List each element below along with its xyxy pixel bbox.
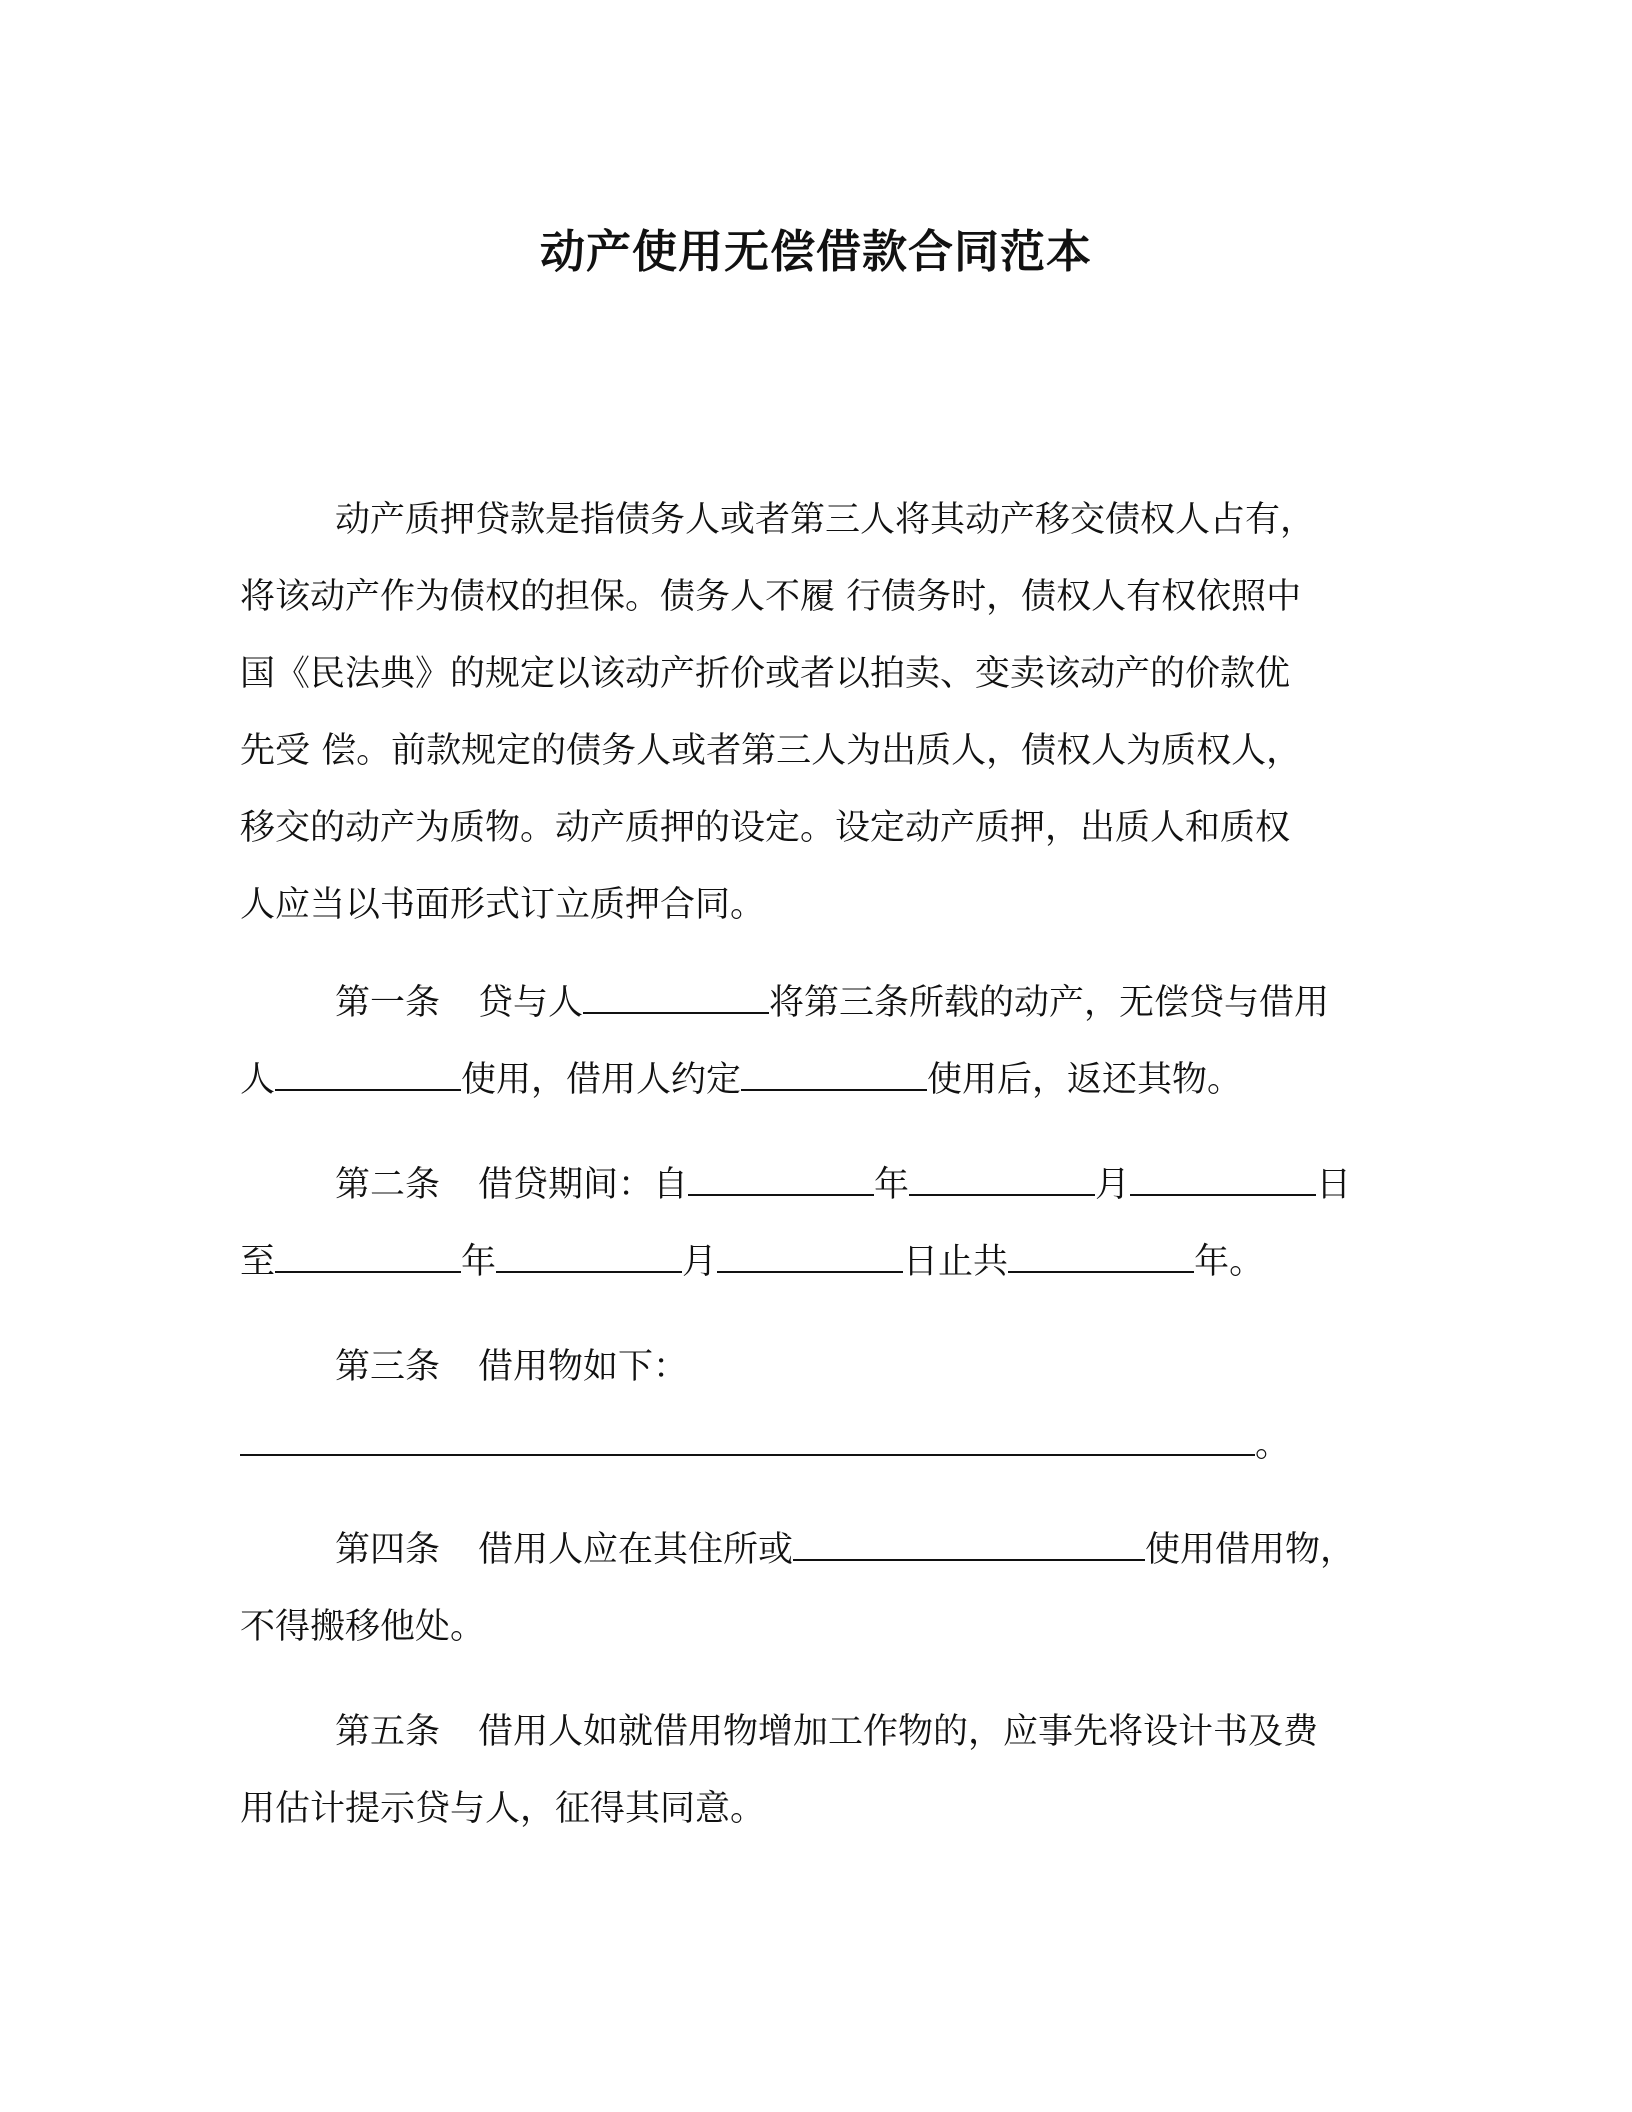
article-4 [240,1512,1400,1666]
article-text: 月 [1095,1165,1131,1205]
article-5 [240,1694,1400,1848]
intro-line: 将该动产作为债权的担保。债务人不履 行债务时，债权人有权依照中 [240,577,1302,617]
article-text: 将第三条所载的动产，无偿贷与借用 [769,983,1330,1023]
article-5-line-1 [240,1694,1400,1771]
article-2 [240,1147,1400,1301]
fill-blank [793,1531,1145,1561]
article-label: 第四条 [335,1530,441,1570]
fill-blank [909,1166,1095,1196]
fill-blank [240,1426,1255,1456]
article-label: 第二条 [335,1165,441,1205]
article-text: 日止共 [903,1242,1009,1282]
intro-line: 先受 偿。前款规定的债务人或者第三人为出质人，债权人为质权人， [240,731,1302,771]
fill-blank [1008,1243,1194,1273]
intro-line: 移交的动产为质物。动产质押的设定。设定动产质押，出质人和质权 [240,808,1291,848]
article-text: 使用，借用人约定 [461,1060,742,1100]
fill-blank [1130,1166,1316,1196]
article-4-line-2 [240,1589,1400,1666]
article-text: 日 [1316,1165,1352,1205]
article-text: 。 [1255,1425,1291,1465]
article-text: 年。 [1194,1242,1265,1282]
article-5-line-2 [240,1771,1400,1848]
article-1 [240,965,1400,1119]
intro-line: 人应当以书面形式订立质押合同。 [240,885,766,925]
article-text: 贷与人 [478,983,584,1023]
intro-line: 动产质押贷款是指债务人或者第三人将其动产移交债权人占有， [335,500,1316,540]
article-text: 使用借用物， [1145,1530,1356,1570]
article-text: 借用人如就借用物增加工作物的，应事先将设计书及费 [478,1712,1319,1752]
article-1-line-1 [240,965,1400,1042]
article-text: 年 [874,1165,910,1205]
article-text: 不得搬移他处。 [240,1607,486,1647]
article-label: 第一条 [335,983,441,1023]
article-text: 借用人应在其住所或 [478,1530,794,1570]
article-text: 至 [240,1242,276,1282]
fill-blank [717,1243,903,1273]
intro-line: 国《民法典》的规定以该动产折价或者以拍卖、变卖该动产的价款优 [240,654,1291,694]
article-4-line-1 [240,1512,1400,1589]
article-text: 用估计提示贷与人，征得其同意。 [240,1789,766,1829]
document-title: 动产使用无偿借款合同范本 [539,225,1092,278]
article-2-line-2 [240,1224,1400,1301]
article-text: 月 [682,1242,718,1282]
article-text: 借用物如下： [478,1347,689,1387]
article-label: 第三条 [335,1347,441,1387]
fill-blank [275,1061,461,1091]
fill-blank [688,1166,874,1196]
intro-paragraph [240,482,1400,944]
article-3-line-2 [240,1407,1400,1484]
article-text: 借贷期间：自 [478,1165,689,1205]
fill-blank [496,1243,682,1273]
article-2-line-1 [240,1147,1400,1224]
article-3-line-1 [240,1329,1400,1406]
article-text: 使用后，返还其物。 [927,1060,1243,1100]
article-label: 第五条 [335,1712,441,1752]
article-text: 年 [461,1242,497,1282]
article-1-line-2 [240,1042,1400,1119]
article-3 [240,1329,1400,1484]
article-text: 人 [240,1060,276,1100]
fill-blank [275,1243,461,1273]
fill-blank [583,984,769,1014]
fill-blank [741,1061,927,1091]
